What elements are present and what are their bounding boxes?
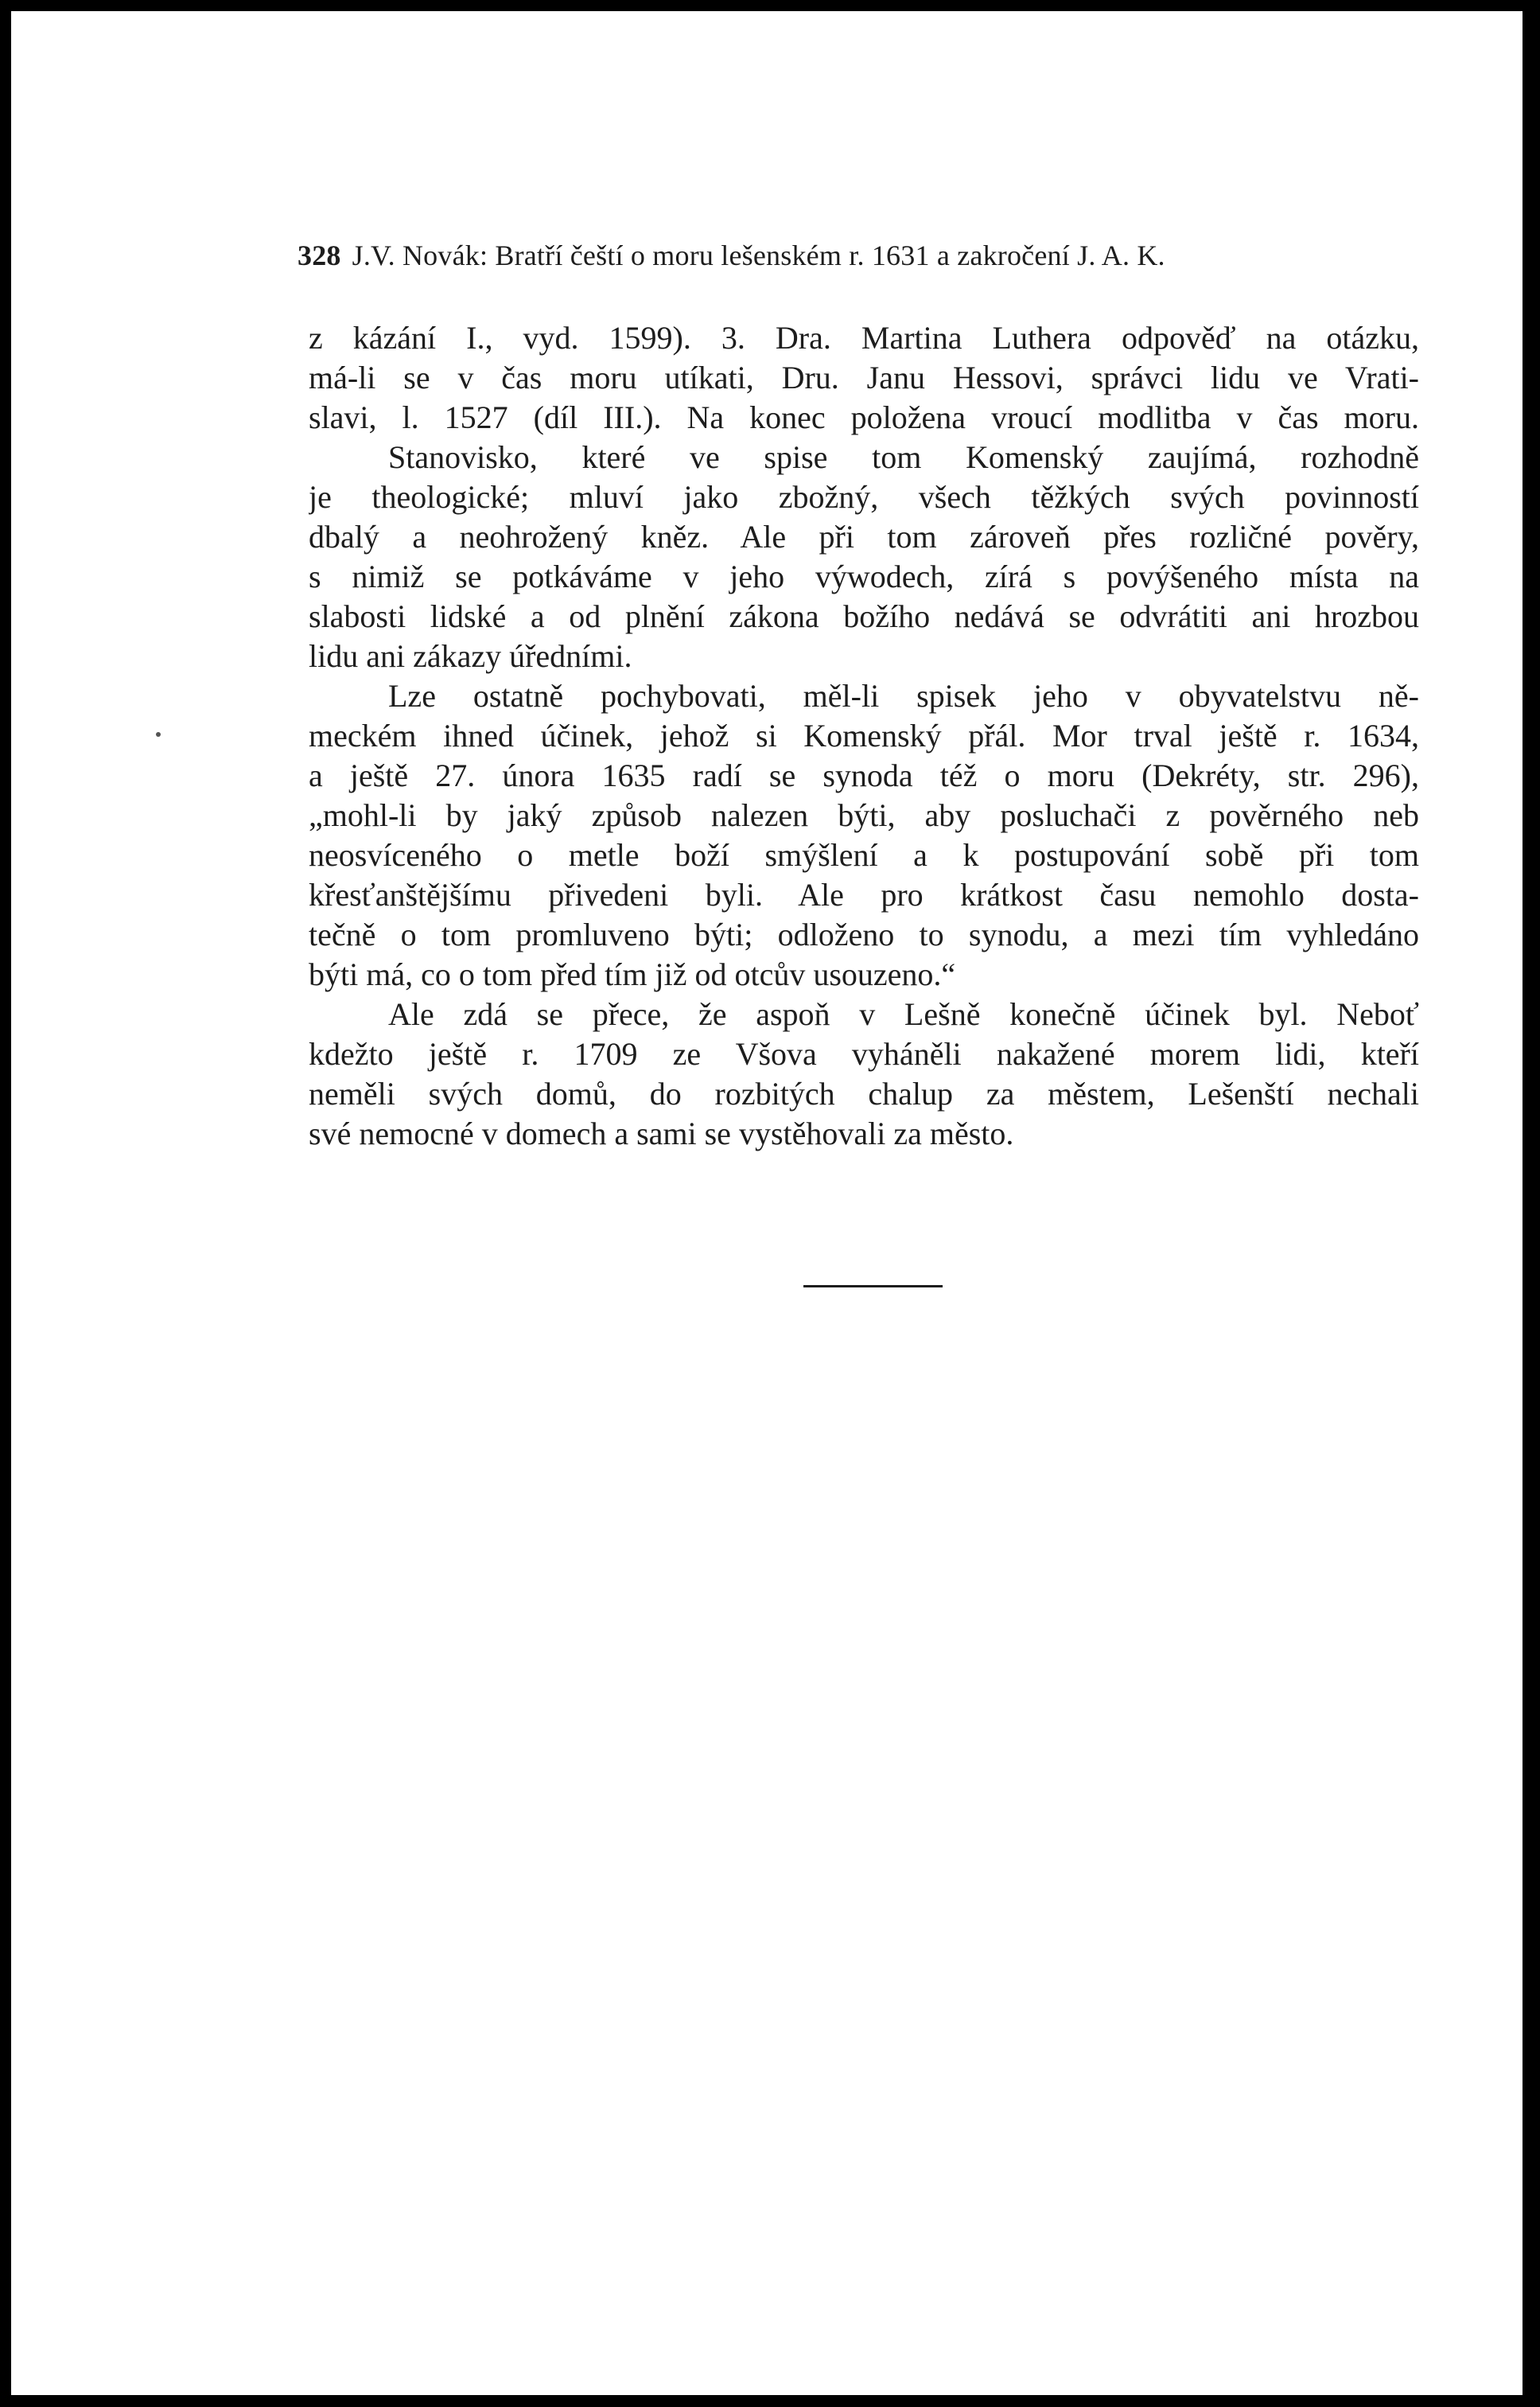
text-line: meckém ihned účinek, jehož si Komenský přál. Mor trval ještě r. 1634, bbox=[309, 718, 1419, 754]
running-title: J.V. Novák: Bratří čeští o moru lešenském r. 1631 a zakročení J. A. K. bbox=[352, 240, 1165, 271]
text-line: lidu ani zákazy úředními. bbox=[309, 638, 632, 674]
text-line: kdežto ještě r. 1709 ze Všova vyháněli nakažené morem lidi, kteří bbox=[309, 1036, 1419, 1072]
page-number: 328 bbox=[298, 240, 341, 271]
text-line: slabosti lidské a od plnění zákona božího nedává se odvrátiti ani hrozbou bbox=[309, 598, 1419, 634]
paragraph bbox=[309, 995, 1419, 1154]
text-line: své nemocné v domech a sami se vystěhovali za město. bbox=[309, 1116, 1014, 1151]
text-line: s nimiž se potkáváme v jeho výwodech, zírá s povýšeného místa na bbox=[309, 559, 1419, 594]
text-line: z kázání I., vyd. 1599). 3. Dra. Martina Luthera odpověď na otázku, bbox=[309, 320, 1419, 356]
text-line: „mohl-li by jaký způsob nalezen býti, aby posluchači z pověrného neb bbox=[309, 797, 1419, 833]
paragraph bbox=[309, 318, 1419, 438]
text-line: křesťanštějšímu přivedeni byli. Ale pro krátkost času nemohlo dosta- bbox=[309, 877, 1419, 913]
text-line: je theologické; mluví jako zbožný, všech těžkých svých povinností bbox=[309, 479, 1419, 515]
text-line: Stanovisko, které ve spise tom Komenský zaujímá, rozhodně bbox=[388, 439, 1419, 475]
section-divider bbox=[803, 1285, 943, 1287]
scan-speck bbox=[156, 732, 161, 737]
paragraph bbox=[309, 438, 1419, 676]
text-line: a ještě 27. února 1635 radí se synoda též o moru (Dekréty, str. 296), bbox=[309, 758, 1419, 793]
text-line: neměli svých domů, do rozbitých chalup za městem, Lešenští nechali bbox=[309, 1076, 1419, 1112]
paragraph bbox=[309, 676, 1419, 995]
text-line: Lze ostatně pochybovati, měl-li spisek jeho v obyvatelstvu ně- bbox=[388, 678, 1419, 714]
body-text bbox=[309, 318, 1419, 1154]
text-line: má-li se v čas moru utíkati, Dru. Janu Hessovi, správci lidu ve Vrati- bbox=[309, 360, 1419, 395]
text-line: dbalý a neohrožený kněz. Ale při tom zároveň přes rozličné pověry, bbox=[309, 519, 1419, 555]
text-line: Ale zdá se přece, že aspoň v Lešně konečně účinek byl. Neboť bbox=[388, 996, 1419, 1032]
running-header bbox=[298, 239, 1411, 272]
text-line: tečně o tom promluveno býti; odloženo to synodu, a mezi tím vyhledáno bbox=[309, 917, 1419, 952]
text-line: neosvíceného o metle boží smýšlení a k postupování sobě při tom bbox=[309, 837, 1419, 873]
text-line: býti má, co o tom před tím již od otcův usouzeno.“ bbox=[309, 956, 956, 992]
text-line: slavi, l. 1527 (díl III.). Na konec položena vroucí modlitba v čas moru. bbox=[309, 399, 1419, 435]
